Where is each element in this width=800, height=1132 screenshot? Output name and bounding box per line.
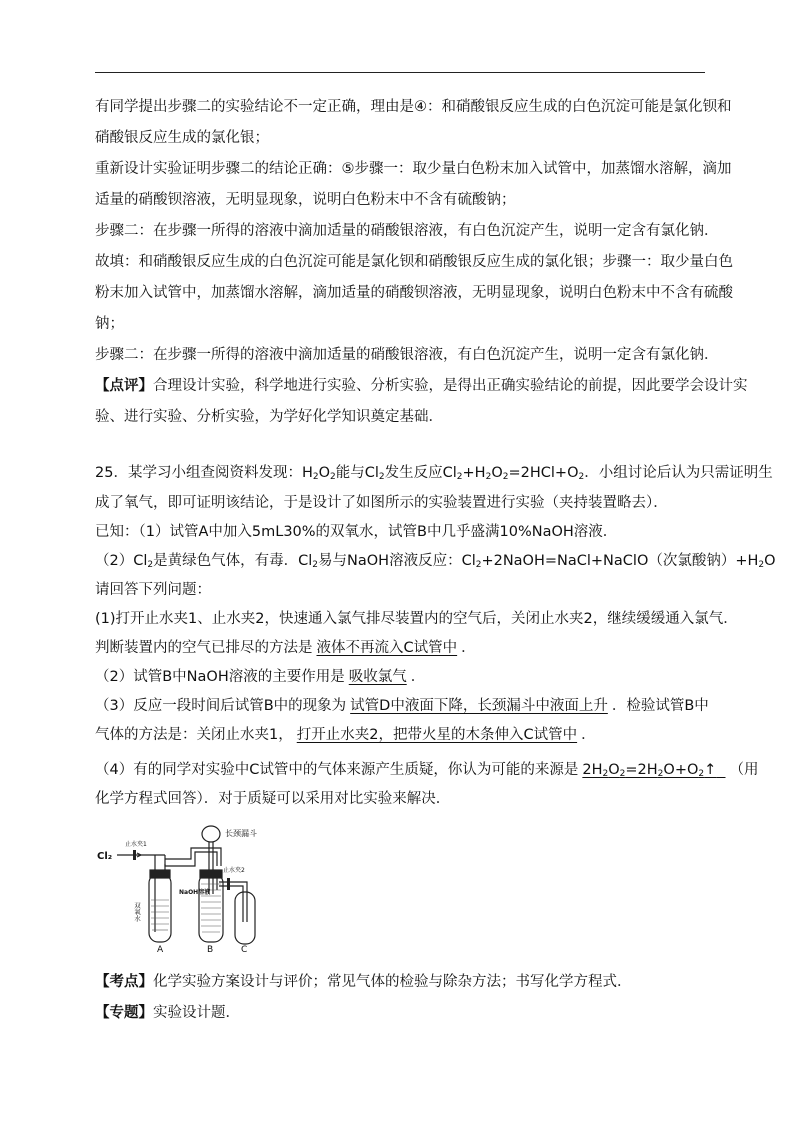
- header-rule: [95, 72, 705, 73]
- kaodian-tag: 【考点】: [95, 974, 153, 990]
- comment-line: 【点评】合理设计实验，科学地进行实验、分析实验，是得出正确实验结论的前提，因此要学会设计实: [95, 378, 748, 394]
- q25-line-11: （4）有的同学对实验中C试管中的气体来源产生质疑，你认为可能的来源是 $2H_2O_2=2H_2O+O_2↑$ （用: [95, 762, 759, 779]
- text-line-11: 验、进行实验、分析实验，为学好化学知识奠定基础．: [95, 409, 443, 425]
- clamp2-label: 止水夹2: [223, 867, 245, 874]
- kaodian-line: 【考点】化学实验方案设计与评价；常见气体的检验与除杂方法；书写化学方程式．: [95, 974, 632, 990]
- text-line-2: 硝酸银反应生成的氯化银；: [95, 130, 269, 146]
- text-line-9: 步骤二：在步骤一所得的溶液中滴加适量的硝酸银溶液，有白色沉淀产生，说明一定含有氯化钠．: [95, 347, 719, 363]
- q25-line-6: (1)打开止水夹1、止水夹2，快速通入氯气排尽装置内的空气后，关闭止水夹2，继续缓缓通入氯气．: [95, 611, 738, 627]
- text-line-4: 适量的硝酸钡溶液，无明显现象，说明白色粉末中不含有硫酸钠；: [95, 192, 516, 208]
- q25-line-3: 已知：（1）试管A中加入5mL30%的双氧水，试管B中几乎盛满10%NaOH溶液．: [95, 524, 618, 540]
- label-b: B: [207, 945, 214, 952]
- label-a: A: [157, 945, 164, 952]
- apparatus-figure: [95, 822, 267, 952]
- b-liquid-label: NaOH溶液: [179, 889, 211, 896]
- text-line-7: 粉末加入试管中，加蒸馏水溶解，滴加适量的硝酸钡溶液，无明显现象，说明白色粉末中不含有硫酸: [95, 285, 733, 301]
- q25-line-9: （3）反应一段时间后试管B中的现象为 试管D中液面下降，长颈漏斗中液面上升 ．检验试管B中: [95, 698, 709, 714]
- label-c: C: [241, 945, 248, 952]
- text-line-3: 重新设计实验证明步骤二的结论正确：⑤步骤一：取少量白色粉末加入试管中，加蒸馏水溶解，滴加: [95, 161, 732, 177]
- text-line-1: 有同学提出步骤二的实验结论不一定正确，理由是④：和硝酸银反应生成的白色沉淀可能是氯化钡和: [95, 99, 732, 115]
- q25-line-8: （2）试管B中NaOH溶液的主要作用是 吸收氯气 ．: [95, 669, 426, 685]
- q25-line-12: 化学方程式回答）．对于质疑可以采用对比实验来解决．: [95, 791, 451, 807]
- clamp1-label: 止水夹1: [125, 841, 147, 848]
- text-line-5: 步骤二：在步骤一所得的溶液中滴加适量的硝酸银溶液，有白色沉淀产生，说明一定含有氯化钠．: [95, 223, 719, 239]
- q25-line-4: $(2)Cl_2$是黄绿色气体，有毒．$Cl_2$易与NaOH溶液反应：$Cl_2+2NaOH=NaCl+NaClO$（次氯酸钠）$+H_2O$: [95, 553, 776, 570]
- answer-1: 液体不再流入C试管中: [316, 640, 458, 656]
- cl2-label: Cl₂: [97, 851, 113, 862]
- answer-4: 打开止水夹2，把带火星的木条伸入C试管中: [296, 727, 578, 743]
- funnel-label: 长颈漏斗: [225, 829, 257, 838]
- zhuanti-line: 【专题】实验设计题．: [95, 1005, 240, 1021]
- text-line-6: 故填：和硝酸银反应生成的白色沉淀可能是氯化钡和硝酸银反应生成的氯化银；步骤一：取少量白色: [95, 254, 733, 270]
- answer-5: $2H_2O_2=2H_2O+O_2↑$: [582, 762, 717, 779]
- text-line-8: 钠；: [95, 316, 124, 332]
- q25-line-7: 判断装置内的空气已排尽的方法是 液体不再流入C试管中 ．: [95, 640, 476, 656]
- answer-3: 试管D中液面下降，长颈漏斗中液面上升: [350, 698, 608, 714]
- zhuanti-tag: 【专题】: [95, 1005, 153, 1021]
- comment-tag: 【点评】: [95, 378, 153, 394]
- q25-line-10: 气体的方法是：关闭止水夹1， 打开止水夹2，把带火星的木条伸入C试管中 ．: [95, 727, 596, 743]
- a-liquid-label: 双氧水: [133, 902, 141, 922]
- answer-2: 吸收氯气: [348, 669, 407, 685]
- q25-line-1: 25．某学习小组查阅资料发现：$H_2O_2$能与$Cl_2$发生反应$Cl_2+H_2O_2=2HCl+O_2$．小组讨论后认为只需证明生: [95, 465, 773, 482]
- q25-line-2: 成了氧气，即可证明该结论，于是设计了如图所示的实验装置进行实验（夹持装置略去）．: [95, 495, 668, 511]
- q25-line-5: 请回答下列问题：: [95, 582, 211, 598]
